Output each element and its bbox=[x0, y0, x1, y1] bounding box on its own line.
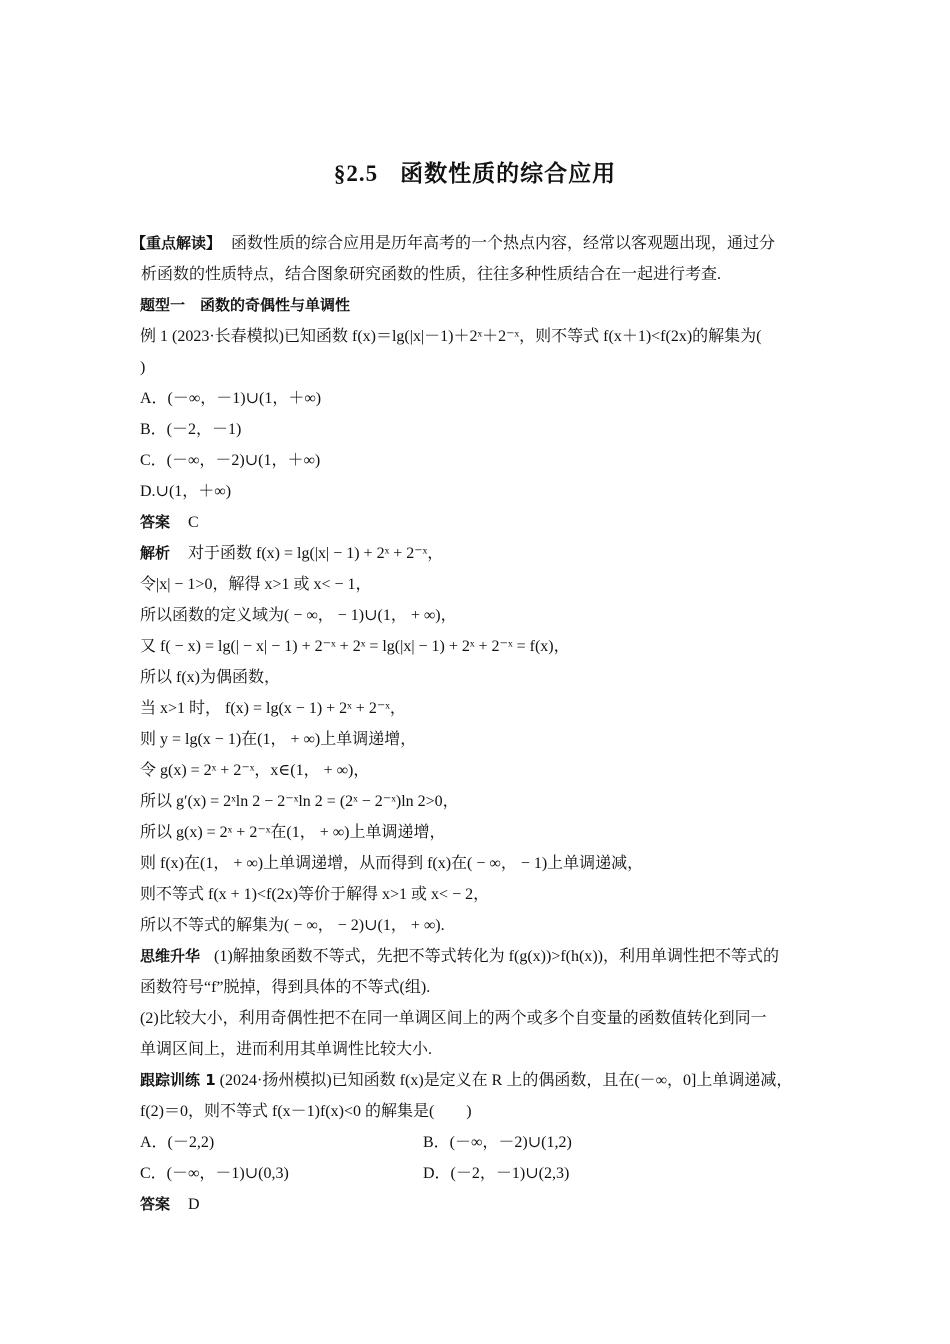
practice-options-row-2 bbox=[140, 1158, 820, 1189]
analysis-line-10: 所以 g(x) = 2ˣ + 2⁻ˣ在(1， + ∞)上单调递增， bbox=[140, 824, 446, 841]
analysis-line-12: 则不等式 f(x + 1)<f(2x)等价于解得 x>1 或 x< − 2， bbox=[140, 886, 490, 903]
analysis-line-4: 又 f( − x) = lg(| − x| − 1) + 2⁻ˣ + 2ˣ = lg(|x| − 1) + 2ˣ + 2⁻ˣ = f(x)， bbox=[140, 638, 570, 655]
example-option-c: C．(－∞，－2)∪(1，＋∞) bbox=[140, 452, 321, 469]
analysis-line-6: 当 x>1 时， f(x) = lg(x − 1) + 2ˣ + 2⁻ˣ， bbox=[140, 700, 406, 717]
practice-options-row-1 bbox=[140, 1127, 820, 1158]
analysis-line-8: 令 g(x) = 2ˣ + 2⁻ˣ，x∈(1， + ∞)， bbox=[140, 762, 370, 779]
example-option-d: D.∪(1，＋∞) bbox=[140, 483, 232, 500]
example-option-a: A．(－∞，－1)∪(1，＋∞) bbox=[140, 390, 322, 407]
practice-label: 跟踪训练 1 bbox=[140, 1071, 216, 1089]
example-answer: 答案 C bbox=[140, 513, 199, 531]
analysis-line-1: 解析 对于函数 f(x) = lg(|x| − 1) + 2ˣ + 2⁻ˣ， bbox=[140, 544, 444, 562]
analysis-line-5: 所以 f(x)为偶函数， bbox=[140, 669, 280, 686]
intro-line-2: 析函数的性质特点，结合图象研究函数的性质，往往多种性质结合在一起进行考查. bbox=[141, 266, 722, 283]
practice-answer: 答案 D bbox=[140, 1195, 200, 1213]
analysis-label: 解析 bbox=[140, 544, 171, 562]
section-heading: 题型一 函数的奇偶性与单调性 bbox=[140, 296, 351, 314]
analysis-line-11: 则 f(x)在(1， + ∞)上单调递增，从而得到 f(x)在( − ∞， − 1)上单调递减， bbox=[140, 855, 644, 872]
analysis-line-2: 令|x| − 1>0，解得 x>1 或 x< − 1， bbox=[140, 576, 372, 593]
example-option-b: B．(－2，－1) bbox=[140, 421, 242, 438]
practice-option-a: A．(－2,2) bbox=[140, 1134, 215, 1151]
practice-option-c: C．(－∞，－1)∪(0,3) bbox=[140, 1165, 289, 1182]
practice-option-b: B．(－∞，－2)∪(1,2) bbox=[423, 1134, 572, 1151]
summary-label: 思维升华 bbox=[140, 947, 201, 965]
page-title bbox=[0, 155, 950, 188]
practice-option-d: D．(－2，－1)∪(2,3) bbox=[423, 1165, 570, 1182]
summary-line-3: (2)比较大小，利用奇偶性把不在同一单调区间上的两个或多个自变量的函数值转化到同一 bbox=[140, 1010, 767, 1027]
example-stem-line-1: 例 1 (2023·长春模拟)已知函数 f(x)＝lg(|x|－1)＋2ˣ＋2⁻ˣ，则不等式 f(x＋1)<f(2x)的解集为( bbox=[140, 328, 762, 345]
practice-stem-line-2: f(2)＝0，则不等式 f(x－1)f(x)<0 的解集是( ) bbox=[140, 1103, 472, 1120]
section-number: §2.5 bbox=[333, 161, 379, 186]
intro-label: 【重点解读】 bbox=[131, 234, 222, 252]
intro-line-1: 【重点解读】 函数性质的综合应用是历年高考的一个热点内容，经常以客观题出现，通过分 bbox=[131, 234, 776, 252]
analysis-line-9: 所以 g′(x) = 2ˣln 2 − 2⁻ˣln 2 = (2ˣ − 2⁻ˣ)ln 2>0， bbox=[140, 793, 459, 810]
summary-line-2: 函数符号“f”脱掉，得到具体的不等式(组). bbox=[140, 979, 431, 996]
content-body bbox=[131, 228, 820, 1220]
intro-block bbox=[131, 228, 821, 290]
analysis-line-13: 所以不等式的解集为( − ∞， − 2)∪(1， + ∞). bbox=[140, 917, 445, 934]
practice-stem-line-1: 跟踪训练 1 (2024·扬州模拟)已知函数 f(x)是定义在 R 上的偶函数，且在(－∞，0]上单调递减， bbox=[140, 1071, 793, 1089]
summary-line-4: 单调区间上，进而利用其单调性比较大小. bbox=[140, 1041, 433, 1058]
example-stem-line-2: ) bbox=[140, 359, 146, 376]
summary-line-1: 思维升华 (1)解抽象函数不等式，先把不等式转化为 f(g(x))>f(h(x))，利用单调性把不等式的 bbox=[140, 947, 779, 965]
section-title: 函数性质的综合应用 bbox=[400, 161, 617, 187]
analysis-line-7: 则 y = lg(x − 1)在(1， + ∞)上单调递增， bbox=[140, 731, 417, 748]
analysis-line-3: 所以函数的定义域为( − ∞， − 1)∪(1， + ∞)， bbox=[140, 607, 457, 624]
